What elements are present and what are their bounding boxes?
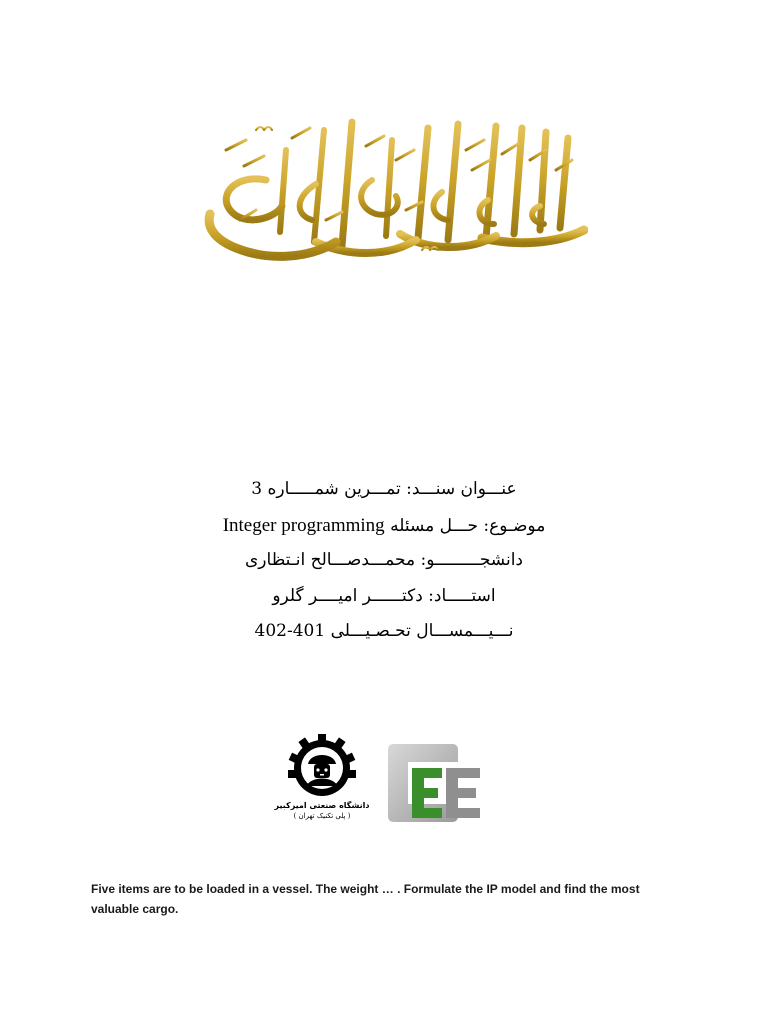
document-info bbox=[150, 472, 618, 650]
amirkabir-emblem-icon bbox=[276, 730, 368, 800]
semester-line bbox=[150, 614, 618, 650]
student-name-line bbox=[150, 543, 618, 579]
document-topic-line bbox=[150, 508, 618, 544]
ce-logo-icon bbox=[378, 738, 488, 828]
student-name: دانشجـــــــــو: محمـــدصـــالح انـتظاری bbox=[245, 550, 523, 570]
document-title-line bbox=[150, 472, 618, 508]
document-topic: موضـوع: حـــل مسئله bbox=[390, 515, 546, 536]
basmala-calligraphy bbox=[196, 110, 588, 270]
professor-name-line bbox=[150, 579, 618, 615]
basmala-artwork bbox=[196, 110, 588, 270]
semester: نـــیـــمســـال تحـصـیـــلی 401-402 bbox=[254, 621, 514, 641]
amirkabir-subtitle: ( پلی تکنیک تهران ) bbox=[293, 812, 351, 820]
ce-department-logo bbox=[378, 738, 488, 828]
amirkabir-label bbox=[272, 800, 372, 822]
professor-name: استـــــاد: دکتــــــر امیــــر گلرو bbox=[272, 585, 496, 606]
document-topic-latin: Integer programming bbox=[222, 514, 385, 536]
amirkabir-name: دانشگاه صنعتی امیرکبیر bbox=[274, 801, 370, 810]
problem-statement: Five items are to be loaded in a vessel. The weight … . Formulate the IP model and find the most valuable cargo. bbox=[91, 882, 640, 916]
document-title: عنـــوان سنـــد: تمـــرین شمـــــاره 3 bbox=[251, 479, 517, 499]
